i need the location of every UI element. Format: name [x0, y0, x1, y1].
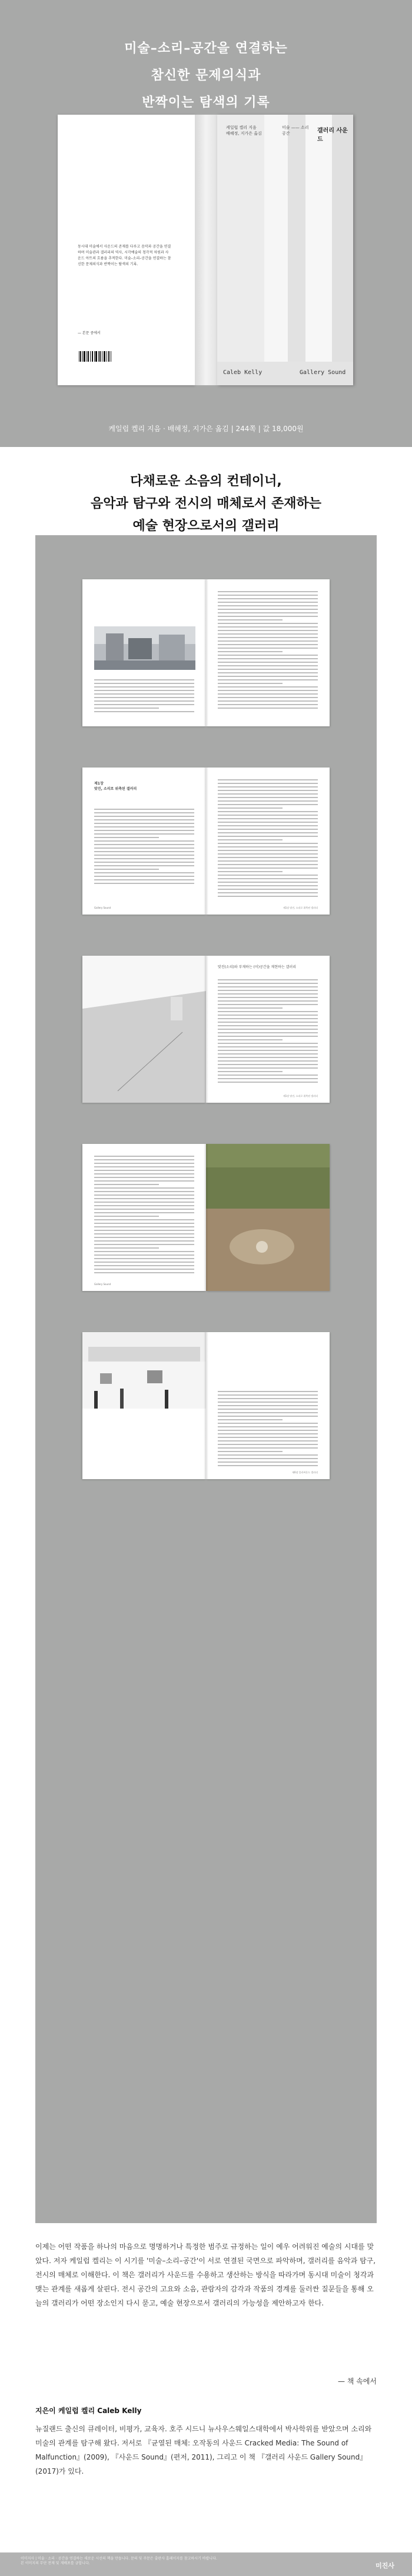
- text-line: [218, 983, 318, 984]
- text-line: [218, 797, 318, 798]
- text-line: [218, 595, 318, 596]
- gallery-floor-photo: [82, 956, 206, 1103]
- text-line: [218, 786, 318, 788]
- text-line: [94, 819, 194, 820]
- text-line: [94, 1184, 159, 1185]
- left-page: [82, 1332, 206, 1479]
- text-line: [94, 883, 194, 884]
- text-line: [218, 815, 318, 816]
- text-line: [218, 979, 318, 980]
- text-line: [94, 690, 194, 691]
- text-line: [218, 846, 318, 847]
- right-page: [206, 579, 330, 726]
- back-cover-blurb: 동시대 미술에서 사운드의 존재를 다루고 음악과 공간을 연결하며 미술관과 갤러리의 역사, 시각예술의 청각적 차원과 사운드 아트의 흐름을 추적한다. 미술–소리–공간을 연결하는 참신한 문제의식과 반짝이는 탐색의 기록.: [78, 245, 171, 266]
- text-line: [94, 1233, 194, 1234]
- page-spread: [82, 956, 330, 1103]
- text-line: [218, 1416, 318, 1417]
- text-line: [218, 630, 318, 631]
- text-line: [218, 832, 318, 833]
- text-line: [94, 679, 194, 680]
- left-page: [82, 579, 206, 726]
- text-line: [218, 1046, 318, 1047]
- text-line: [218, 818, 318, 819]
- text-line: [218, 1405, 318, 1406]
- text-line: [94, 1194, 194, 1196]
- text-line: [94, 1265, 194, 1266]
- text-line: [218, 669, 318, 670]
- text-line: [218, 1000, 318, 1002]
- text-line: [94, 1251, 194, 1252]
- text-line: [94, 1187, 194, 1189]
- text-line: [218, 644, 318, 645]
- back-cover-sub: — 본문 중에서: [78, 331, 101, 335]
- text-line: [218, 655, 318, 656]
- text-line: [218, 1454, 318, 1456]
- left-page: [82, 956, 206, 1103]
- page-footer: 제6장 블러싸운드 갤러리: [292, 1471, 318, 1474]
- text-line: [218, 889, 318, 890]
- text-line: [218, 875, 318, 876]
- text-line: [218, 857, 318, 858]
- text-line: [218, 686, 318, 688]
- text-line: [94, 1262, 194, 1263]
- text-line: [218, 783, 318, 784]
- hero-headline-line: 참신한 문제의식과: [151, 68, 261, 83]
- text-line: [218, 1458, 318, 1459]
- text-line: [218, 1064, 318, 1065]
- text-line: [218, 779, 318, 780]
- text-line: [218, 811, 318, 812]
- text-line: [218, 1082, 318, 1083]
- page-spread: [82, 1144, 330, 1291]
- text-line: [94, 1170, 194, 1171]
- text-line: [94, 1156, 194, 1157]
- right-page: [206, 1332, 330, 1479]
- text-line: [218, 1057, 318, 1058]
- text-line: [218, 986, 318, 987]
- exhibition-room-photo: [82, 1332, 206, 1479]
- book-cover-mockup: [58, 115, 353, 385]
- text-line: [218, 708, 318, 709]
- text-line: [218, 1032, 318, 1033]
- text-line: [218, 1078, 318, 1079]
- text-line: [218, 1004, 318, 1005]
- text-line: [218, 885, 318, 886]
- text-line: [218, 878, 318, 879]
- page-spreads-gallery: [35, 535, 377, 2223]
- text-line: [218, 896, 318, 897]
- text-line: [94, 1226, 194, 1227]
- hero-headline-line: 반짝이는 탐색의 기록: [142, 95, 270, 110]
- intro-paragraph: 이제는 어떤 작품을 하나의 마음으로 명명하거나 특정한 범주로 규정하는 일이 예우 어려워진 예술의 시대를 맞았다. 저자 케일럽 켈리는 이 시기를 '미술–소리–공간'이 서로 연결된 국면으로 파악하며, 갤러리를 음악과 탐구, 전시의 매체로 이해한다. 이 책은 갤러리가 사운드를 수용하고 생산하는 방식을 따라가며 동시대 미술이 청각과 맺는 관계를 새롭게 살핀다. 전시 공간의 고요와 소음, 관람자의 감각과 작품의 경계를 둘러싼 질문들을 통해 오늘의 갤러리가 어떤 장소인지 다시 묻고, 예술 현장으로서 갤러리의 가능성을 제안하고자 한다.: [35, 2243, 376, 2307]
- text-line: [218, 1043, 318, 1044]
- text-line: [218, 616, 318, 617]
- text-line: [94, 844, 194, 845]
- text-line: [218, 882, 318, 883]
- hero-banner: [0, 0, 412, 447]
- text-line: [218, 853, 318, 855]
- text-line: [94, 704, 194, 705]
- text-line: [218, 843, 318, 844]
- text-line: [218, 892, 318, 893]
- text-line: [218, 1433, 318, 1434]
- text-line: [94, 1173, 194, 1174]
- text-line: [218, 1423, 318, 1424]
- front-cover-subtitle: 미술 —— 소리 공간: [282, 125, 309, 136]
- text-line: [94, 1223, 194, 1224]
- barcode-icon: [78, 350, 113, 364]
- text-line: [218, 1025, 318, 1026]
- text-line: [218, 1039, 283, 1040]
- text-line: [218, 1447, 318, 1449]
- text-line: [218, 1071, 283, 1072]
- text-line: [94, 711, 194, 712]
- intro-credit: — 책 속에서: [338, 2377, 377, 2385]
- right-page: [206, 1144, 330, 1291]
- text-line: [218, 1022, 318, 1023]
- page-footer-bar: [0, 2552, 412, 2576]
- text-line: [218, 1053, 318, 1055]
- text-line: [94, 1166, 194, 1167]
- text-line: [218, 1412, 318, 1413]
- page-spread: [82, 1332, 330, 1479]
- section-heading-line: 다채로운 소음의 컨테이너,: [130, 474, 282, 489]
- text-line: [94, 697, 194, 698]
- text-line: [218, 793, 318, 795]
- text-line: [94, 1230, 194, 1231]
- text-line: [94, 1272, 194, 1273]
- text-line: [94, 1198, 194, 1199]
- hero-headline-line: 미술–소리–공간을 연결하는: [124, 41, 288, 56]
- text-line: [218, 1075, 318, 1076]
- hero-headline: [0, 35, 412, 116]
- text-line: [218, 1402, 318, 1403]
- page-footer: Gallery Sound: [94, 906, 111, 909]
- text-line: [218, 700, 318, 702]
- book-info-line: 케일럽 켈리 지음 · 배혜정, 지가은 옮김 | 244쪽 | 값 18,000원: [108, 425, 304, 433]
- text-line: [218, 697, 318, 698]
- text-line: [94, 826, 194, 827]
- text-line: [94, 809, 194, 810]
- text-line: [218, 1050, 318, 1051]
- chapter-heading: 제1장 맞진, 소리로 위축된 갤러리: [94, 782, 137, 791]
- text-line: [94, 1212, 194, 1213]
- text-line: [218, 612, 318, 613]
- text-line: [218, 1011, 318, 1012]
- text-line: [94, 851, 194, 852]
- front-cover-title: 갤러리 사운드: [317, 128, 348, 143]
- page-footer: 제1장 맞진, 소리로 위축된 갤러리: [283, 906, 318, 909]
- text-line: [218, 1067, 318, 1069]
- text-line: [218, 1440, 318, 1442]
- page-spread: [82, 768, 330, 915]
- left-page: [82, 1144, 206, 1291]
- page-footer: 제1장 맞진, 소리로 위축된 갤러리: [283, 1095, 318, 1097]
- text-line: [218, 807, 283, 809]
- text-line: [218, 850, 318, 851]
- text-line: [94, 1191, 194, 1192]
- text-line: [218, 626, 318, 628]
- left-page: [82, 768, 206, 915]
- text-line: [218, 637, 318, 638]
- text-line: [94, 1258, 194, 1259]
- book-front-cover: [217, 115, 353, 385]
- text-line: [94, 686, 194, 688]
- text-line: [94, 1205, 194, 1206]
- text-line: [94, 1216, 159, 1217]
- text-line: [94, 1163, 194, 1164]
- text-line: [218, 1398, 318, 1399]
- section-heading-line: 음악과 탐구와 전시의 매체로서 존재하는: [91, 496, 321, 511]
- text-line: [218, 1437, 318, 1438]
- text-line: [218, 1430, 318, 1431]
- text-line: [94, 876, 194, 877]
- text-line: [94, 1202, 194, 1203]
- text-line: [94, 683, 194, 684]
- text-line: [218, 591, 318, 592]
- footer-text: 이미지사 | 미술 · 소리 · 공간을 연결하는 새로운 시선의 책을 만듭니다. 문의 및 주문은 출판사 홈페이지를 참고하시기 바랍니다. 본 이미지의 무단 전재 및 재배포를 금합니다.: [21, 2557, 217, 2565]
- text-line: [218, 1007, 283, 1009]
- text-line: [94, 858, 194, 859]
- text-line: [218, 990, 318, 991]
- text-line: [94, 865, 194, 866]
- text-line: [94, 708, 159, 709]
- text-line: [218, 662, 318, 663]
- text-line: [94, 823, 194, 824]
- text-line: [218, 871, 283, 872]
- text-line: [218, 829, 318, 830]
- text-line: [218, 790, 318, 791]
- text-line: [218, 672, 318, 673]
- text-line: [218, 867, 318, 869]
- page-spread: [82, 579, 330, 726]
- text-line: [94, 700, 194, 702]
- book-spine: [195, 115, 217, 385]
- text-line: [218, 690, 318, 691]
- text-line: [218, 651, 283, 652]
- text-line: [218, 605, 318, 606]
- text-line: [218, 1419, 283, 1420]
- text-line: [94, 1219, 194, 1220]
- text-line: [218, 860, 318, 862]
- text-line: [94, 1254, 194, 1256]
- text-line: [218, 623, 318, 624]
- text-line: [94, 830, 194, 831]
- front-cover-author-en: Caleb Kelly: [223, 369, 263, 376]
- text-line: [94, 1180, 194, 1182]
- front-cover-author-line: 케일럽 켈리 지음 배혜정, 지가은 옮김: [226, 125, 262, 136]
- text-line: [94, 1209, 194, 1210]
- installation-photo: [94, 626, 195, 670]
- text-line: [218, 1029, 318, 1030]
- text-line: [218, 693, 318, 695]
- text-line: [218, 648, 318, 649]
- text-line: [218, 1060, 318, 1062]
- text-line: [218, 679, 318, 680]
- text-line: [94, 812, 194, 813]
- text-line: [94, 1237, 194, 1238]
- text-line: [94, 862, 194, 863]
- text-line: [94, 847, 194, 849]
- text-line: [218, 839, 283, 840]
- text-line: [94, 879, 194, 880]
- text-line: [94, 1177, 194, 1178]
- text-line: [218, 993, 318, 995]
- text-line: [218, 1461, 318, 1463]
- text-line: [94, 1244, 194, 1245]
- right-page: [206, 956, 330, 1103]
- text-line: [218, 1394, 318, 1396]
- text-line: [218, 1018, 318, 1019]
- text-line: [218, 800, 318, 802]
- text-line: [218, 1391, 318, 1392]
- page-footer: Gallery Sound: [94, 1283, 111, 1286]
- text-line: [218, 822, 318, 823]
- text-line: [94, 1247, 159, 1249]
- front-cover-title-en: Gallery Sound: [300, 369, 346, 376]
- text-line: [94, 1159, 194, 1160]
- text-line: [218, 609, 318, 610]
- section-heading: [0, 471, 412, 538]
- text-line: [218, 836, 318, 837]
- text-line: [94, 833, 194, 835]
- page-heading: 맞진(소리)와 부재하는 (이)공간을 재현하는 갤러리: [218, 965, 296, 969]
- text-line: [94, 1269, 194, 1270]
- text-line: [94, 869, 159, 870]
- text-line: [94, 837, 159, 838]
- text-line: [218, 1036, 318, 1037]
- text-line: [218, 704, 318, 705]
- text-line: [218, 1444, 318, 1445]
- book-back-cover: [58, 115, 195, 385]
- text-line: [218, 804, 318, 805]
- text-line: [94, 872, 194, 873]
- author-bio: 뉴질랜드 출신의 큐레이터, 비평가, 교육자. 호주 시드니 뉴사우스웨일스대학에서 박사학위를 받았으며 소리와 미술의 관계를 탐구해 왔다. 저서로 『균열된 매체: 오작동의 사운드 Cracked Media: The Sound of Malfunction』(2009), 『사운드 Sound』(편저, 2011), 그리고 이 책 『갤러리 사운드 Gallery Sound』(2017)가 있다.: [35, 2425, 372, 2475]
- text-line: [94, 816, 194, 817]
- publisher-logo: 미진사: [376, 2562, 394, 2570]
- text-line: [94, 693, 194, 695]
- text-line: [218, 598, 318, 599]
- outdoor-installation-photo: [206, 1144, 330, 1291]
- text-line: [218, 676, 318, 677]
- text-line: [218, 683, 283, 684]
- text-line: [218, 1015, 318, 1016]
- text-line: [218, 658, 318, 659]
- text-line: [94, 1240, 194, 1242]
- text-line: [218, 825, 318, 826]
- text-line: [218, 640, 318, 642]
- text-line: [218, 665, 318, 666]
- text-line: [94, 855, 194, 856]
- text-line: [218, 633, 318, 635]
- text-line: [218, 997, 318, 998]
- text-line: [218, 1451, 283, 1452]
- text-line: [218, 1426, 318, 1427]
- text-line: [218, 619, 283, 620]
- text-line: [218, 602, 318, 603]
- author-name: 지은이 케일럽 켈리 Caleb Kelly: [35, 2407, 142, 2415]
- right-page: [206, 768, 330, 915]
- text-line: [218, 1465, 318, 1466]
- text-line: [218, 1409, 318, 1410]
- section-heading-line: 예술 현장으로서의 갤러리: [132, 519, 280, 533]
- text-line: [94, 840, 194, 842]
- text-line: [218, 864, 318, 865]
